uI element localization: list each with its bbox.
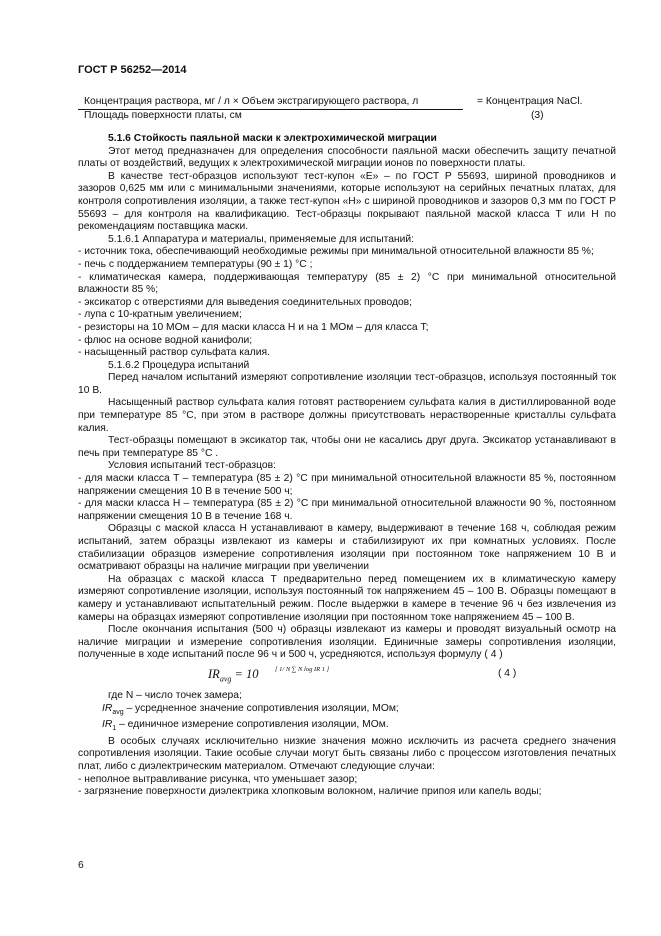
formula-3-result: = Концентрация NaCl.: [477, 96, 583, 107]
paragraph: Насыщенный раствор сульфата калия готовят растворением сульфата калия в дистиллированной воде при температуре 85 °C, при этом в растворе должны присутствовать нерастворенные кристаллы сульфата калия.: [78, 397, 616, 434]
paragraph: В качестве тест-образцов используют тест-купон «E» – по ГОСТ Р 55693, шириной проводников и зазоров 0,625 мм или с минимальными значениями, которые используют на серийных печатных платах, для контроля сопротивления изоляции, а также тест-купон «H» с шириной проводников и зазоров 0,3 мм по ГОСТ Р 55693 – для контроля на квалификацию. Тест-образцы покрывают паяльной маской класса T или H по рекомендациям поставщика маски.: [78, 170, 616, 233]
list-item: - источник тока, обеспечивающий необходимые режимы при минимальной относительной влажности 85 %;: [78, 246, 594, 258]
section-title: 5.1.6 Стойкость паяльной маски к электрохимической миграции: [108, 133, 437, 144]
formula-4-lhs-subscript: avg: [219, 674, 232, 684]
formula-4-exponent: [ 1/ N ∑ N log IR 1 ]: [275, 665, 330, 673]
paragraph: 5.1.6.1 Аппаратура и материалы, применяемые для испытаний:: [108, 233, 414, 245]
formula-4-expression: [208, 665, 330, 686]
list-item: - эксикатор с отверстиями для выведения соединительных проводов;: [78, 296, 413, 308]
list-item: - печь с поддержанием температуры (90 ± 1) °C ;: [78, 258, 313, 270]
document-header: ГОСТ Р 56252—2014: [78, 64, 187, 76]
list-item: - лупа с 10-кратным увеличением;: [78, 309, 242, 321]
page-number: 6: [78, 860, 84, 871]
symbol-subscript: 1: [112, 725, 117, 733]
paragraph: На образцах с маской класса T предварительно перед помещением их в климатическую камеру измеряют сопротивление изоляции, используя постоянный ток напряжением 45 – 100 В. Образцы помещают в камеру и устанавливают испытательный режим. После выдержки в камере в течение 96 ч без извлечения из камеры на образцах измеряют сопротивление изоляции при постоянном токе напряжением 45 – 100 В.: [78, 573, 616, 623]
where-line: где N – число точек замера;: [108, 689, 242, 701]
list-item: - для маски класса H – температура (85 ± 2) °C при минимальной относительной влажности 90 %, постоянном напряжении смещения 10 В в течение 168 ч.: [78, 498, 616, 522]
paragraph: Условия испытаний тест-образцов:: [108, 460, 276, 472]
document-body: [78, 133, 616, 799]
formula-3-numerator: Концентрация раствора, мг / л × Объем экстрагирующего раствора, л: [84, 96, 419, 107]
symbol: IR: [102, 719, 113, 731]
list-item: - резисторы на 10 МОм – для маски класса H и на 1 МОм – для класса T;: [78, 321, 429, 333]
formula-3-denominator: Площадь поверхности платы, см: [84, 110, 242, 121]
paragraph: 5.1.6.2 Процедура испытаний: [108, 359, 250, 371]
paragraph: После окончания испытания (500 ч) образцы извлекают из камеры и проводят визуальный осмотр на наличие миграции и измерение сопротивления изоляции. Единичные замеры сопротивления изоляции, полученные в ходе испытаний после 96 ч и 500 ч, усредняются, используя формулу ( 4 ): [78, 624, 616, 661]
formula-4-base: = 10: [234, 666, 259, 681]
symbol-subscript: avg: [112, 708, 124, 716]
symbol: IR: [102, 702, 113, 714]
where-line: [78, 719, 616, 736]
definition-text: – единичное измерение сопротивления изоляции, МОм.: [116, 719, 389, 731]
paragraph: Этот метод предназначен для определения способности паяльной маски обеспечить защиту печатной платы от воздействий, ведущих к электрохимической миграции ионов по поверхности платы.: [78, 145, 616, 170]
list-item: - флюс на основе водной канифоли;: [78, 334, 253, 346]
formula-4-number: ( 4 ): [498, 667, 517, 679]
list-item: - загрязнение поверхности диэлектрика хлопковым волокном, наличие припоя или капель воды;: [78, 786, 542, 798]
list-item: - климатическая камера, поддерживающая температуру (85 ± 2) °C при минимальной относительной влажности 85 %;: [78, 271, 616, 296]
formula-4: [78, 662, 616, 690]
definition-text: – усредненное значение сопротивления изоляции, МОм;: [123, 702, 399, 714]
paragraph: Образцы с маской класса H устанавливают в камеру, выдерживают в течение 168 ч, соблюдая режим испытаний, затем образцы извлекают из камеры и стабилизируют их при комнатных условиях. После стабилизации образцов измерение сопротивления изоляции при постоянном токе напряжением 10 В и осматривают образцы на наличие миграции при увеличении: [78, 523, 616, 573]
where-line: [78, 703, 616, 720]
paragraph: В особых случаях исключительно низкие значения можно исключить из расчета среднего значения сопротивления изоляции. Такие особые случаи могут быть связаны либо с процессом изготовления печатных плат, либо с диэлектрическим материалом. Отмечают следующие случаи:: [78, 735, 616, 772]
list-item: - для маски класса T – температура (85 ± 2) °C при минимальной относительной влажности 85 %, постоянном напряжении смещения 10 В в течение 500 ч;: [78, 473, 616, 497]
list-item: - насыщенный раствор сульфата калия.: [78, 347, 270, 359]
paragraph: Перед началом испытаний измеряют сопротивление изоляции тест-образцов, используя постоянный ток 10 В.: [78, 372, 616, 396]
list-item: - неполное вытравливание рисунка, что уменьшает зазор;: [78, 773, 358, 785]
formula-3-number: (3): [531, 110, 544, 121]
formula-4-lhs: IR: [208, 666, 220, 681]
paragraph: Тест-образцы помещают в эксикатор так, чтобы они не касались друг друга. Эксикатор устанавливают в печь при температуре 85 °C .: [78, 435, 616, 459]
